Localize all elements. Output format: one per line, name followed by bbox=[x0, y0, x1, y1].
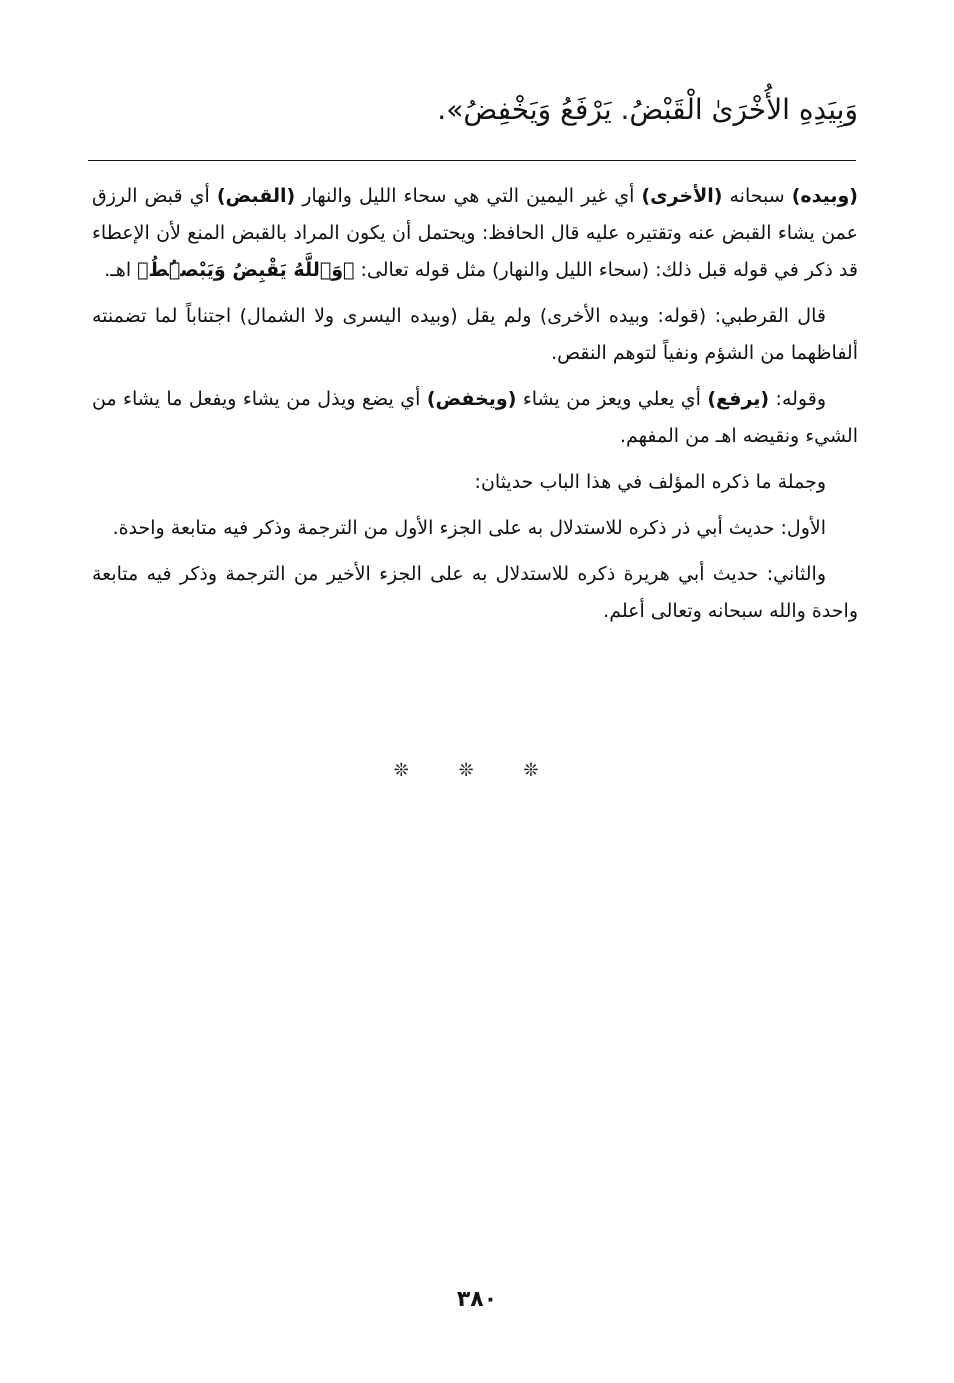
bold-term: (ويخفض) bbox=[426, 388, 517, 410]
commentary-body bbox=[92, 178, 858, 639]
paragraph-text: سبحانه bbox=[722, 185, 792, 207]
paragraph-text: وقوله: bbox=[769, 388, 826, 410]
paragraph-6: والثاني: حديث أبي هريرة ذكره للاستدلال به على الجزء الأخير من الترجمة وذكر فيه متابعة واحدة والله سبحانه وتعالى أعلم. bbox=[92, 563, 858, 622]
quran-quote: ﴿وَٱللَّهُ يَقْبِضُ وَيَبْصُۜطُ﴾ bbox=[137, 259, 355, 281]
bold-term: (الأخرى) bbox=[641, 185, 723, 207]
page-number: ٣٨٠ bbox=[456, 1287, 498, 1312]
paragraph-text: أي غير اليمين التي هي سحاء الليل والنهار bbox=[295, 185, 642, 207]
paragraph-text: اهـ. bbox=[104, 259, 138, 281]
footnote-divider bbox=[88, 160, 856, 161]
paragraph-4: وجملة ما ذكره المؤلف في هذا الباب حديثان: bbox=[474, 471, 826, 493]
paragraph-1 bbox=[92, 178, 858, 289]
paragraph-2: قال القرطبي: (قوله: وبيده الأخرى) ولم يقل (وبيده اليسرى ولا الشمال) اجتناباً لما تضمنته ألفاظهما من الشؤم ونفياً لتوهم النقص. bbox=[92, 305, 858, 364]
paragraph-3 bbox=[92, 381, 858, 455]
bold-term: (وبيده) bbox=[791, 185, 858, 207]
paragraph-text: أي يضع ويذل من يشاء ويفعل ما يشاء من الشيء ونقيضه اهـ من المفهم. bbox=[92, 388, 858, 447]
paragraph-5: الأول: حديث أبي ذر ذكره للاستدلال به على الجزء الأول من الترجمة وذكر فيه متابعة واحدة. bbox=[112, 517, 826, 539]
bold-term: (يرفع) bbox=[707, 388, 770, 410]
hadith-text-line: وَبِيَدِهِ الأُخْرَىٰ الْقَبْضُ. يَرْفَعُ وَيَخْفِضُ». bbox=[437, 93, 858, 126]
paragraph-text: أي يعلي ويعز من يشاء bbox=[516, 388, 708, 410]
bold-term: (القبض) bbox=[216, 185, 296, 207]
paragraph-text: أي قبض الرزق عمن يشاء القبض عنه وتقتيره عليه قال الحافظ: ويحتمل أن يكون المراد بالقبض المنع لأن الإعطاء قد ذكر في قوله قبل ذلك: (سحاء الليل والنهار) مثل قوله تعالى: bbox=[92, 185, 858, 281]
section-separator-stars: ❊ ❊ ❊ bbox=[393, 760, 561, 781]
